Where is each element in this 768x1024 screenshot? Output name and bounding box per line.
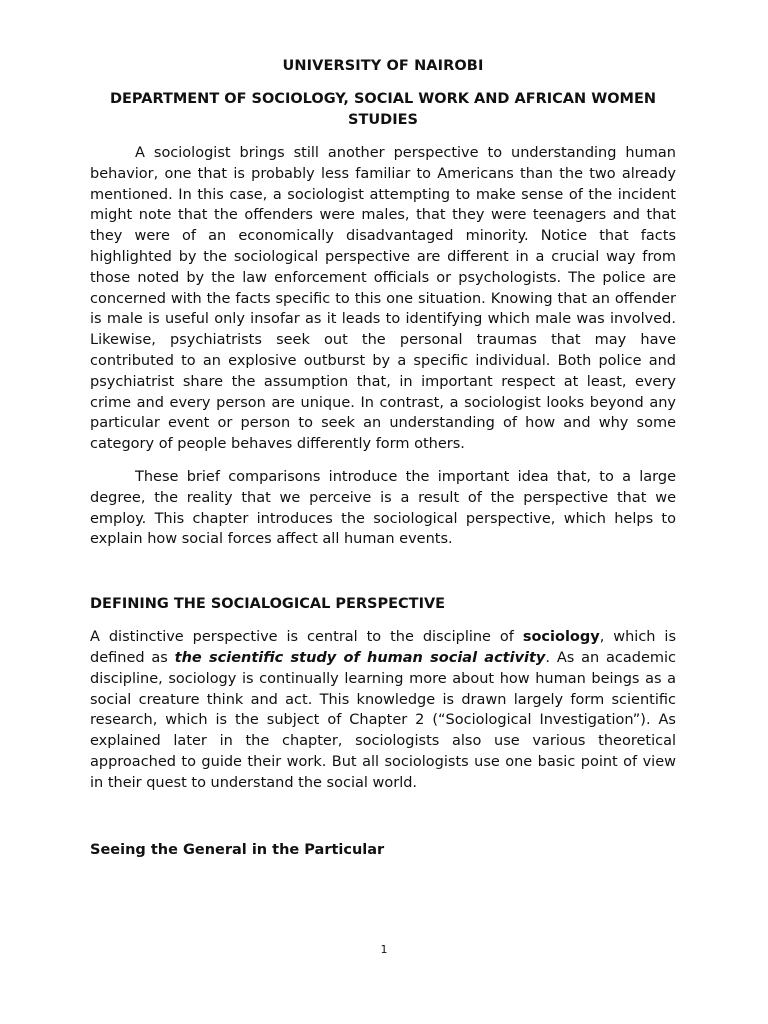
section-heading-defining: DEFINING THE SOCIALOGICAL PERSPECTIVE — [90, 596, 446, 613]
subsection-heading: Seeing the General in the Particular — [90, 841, 385, 858]
page-number: 1 — [380, 943, 388, 956]
department-title: DEPARTMENT OF SOCIOLOGY, SOCIAL WORK AND AFRICAN WOMEN STUDIES — [109, 91, 657, 128]
intro-paragraph-1: A sociologist brings still another perspective to understanding human behavior, one that is probably less familiar to Americans than the two already mentioned. In this case, a sociologist attempting to make sense of the incident might note that the offenders were males, that they were teenagers and that they were of an economically disadvantaged minority. Notice that facts highlighted by the sociological perspective are different in a crucial way from those noted by the law enforcement officials or psychologists. The police are concerned with the facts specific to this one situation. Knowing that an offender is male is useful only insofar as it leads to identifying which male was involved. Likewise, psychiatrists seek out the personal traumas that may have contributed to an explosive outburst by a specific individual. Both police and psychiatrist share the assumption that, in important respect at least, every crime and every person are unique. In contrast, a sociologist looks beyond any particular event or person to seek an understanding of how and why some category of people behaves differently form others. — [90, 145, 676, 453]
definition-paragraph — [90, 627, 676, 793]
document-page — [90, 56, 676, 861]
definition-text-part-1: A distinctive perspective is central to the discipline of — [90, 629, 523, 646]
university-title: UNIVERSITY OF NAIROBI — [282, 58, 484, 74]
spacer — [90, 562, 676, 594]
sociology-definition: the scientific study of human social activity — [174, 649, 546, 666]
intro-paragraph-2: These brief comparisons introduce the important idea that, to a large degree, the reality that we perceive is a result of the perspective that we employ. This chapter introduces the sociological perspective, which helps to explain how social forces affect all human events. — [90, 468, 676, 548]
definition-text-part-2: , which is defined as — [90, 629, 677, 666]
definition-text-part-3: . As an academic discipline, sociology is continually learning more about how human beings as a social creature think and act. This knowledge is drawn largely form scientific research, which is the subject of Chapter 2 (“Sociological Investigation”). As explained later in the chapter, sociologists also use various theoretical approached to guide their work. But all sociologists use one basic point of view in their quest to understand the social world. — [90, 649, 676, 791]
spacer — [90, 615, 676, 627]
sociology-term: sociology — [522, 629, 600, 646]
spacer — [90, 806, 676, 840]
